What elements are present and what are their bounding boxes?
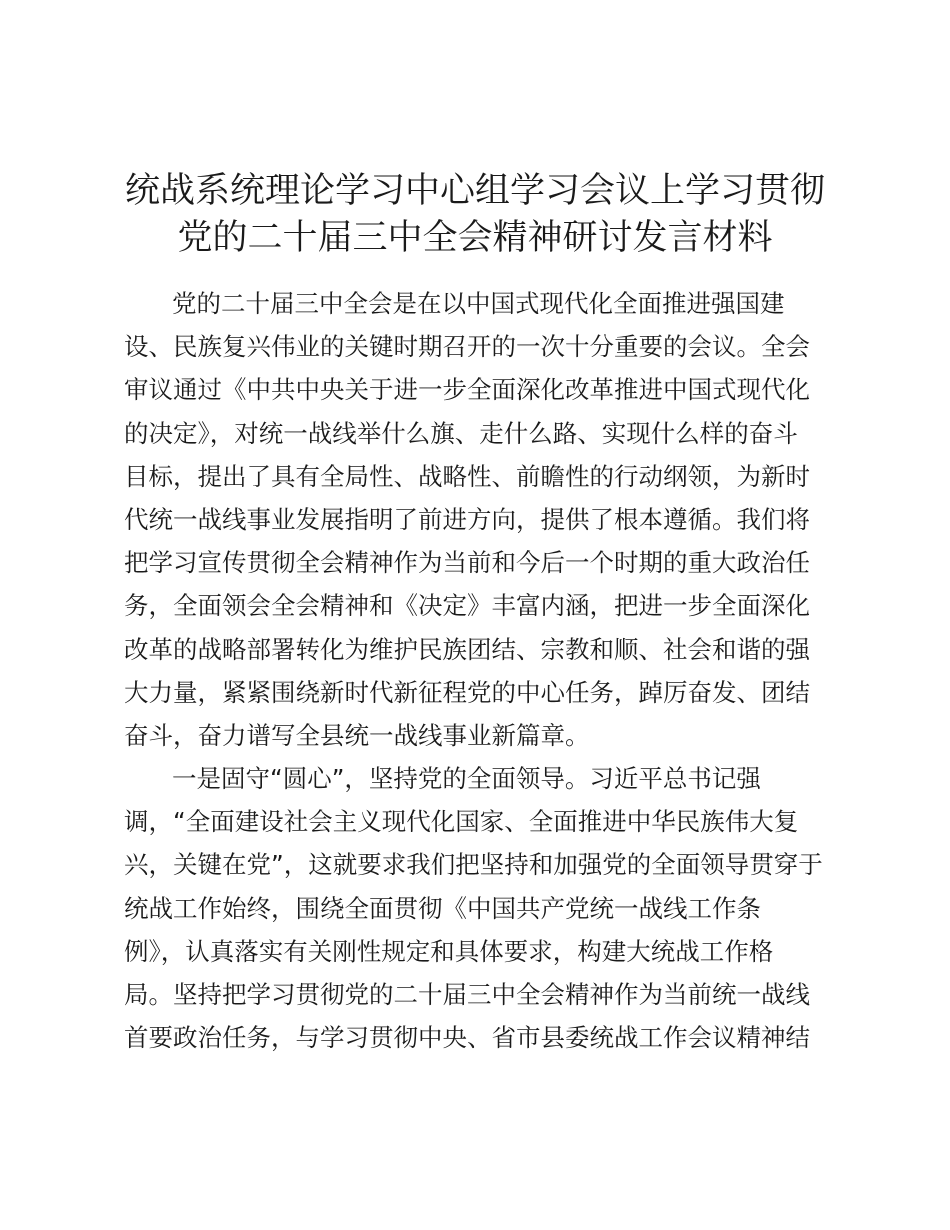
text-line: 大力量，紧紧围绕新时代新征程党的中心任务，踔厉奋发、团结 <box>124 677 810 707</box>
text-line: 的决定》，对统一战线举什么旗、走什么路、实现什么样的奋斗 <box>124 418 798 448</box>
text-line: 局。坚持把学习贯彻党的二十届三中全会精神作为当前统一战线 <box>124 980 810 1009</box>
text-line: 设、民族复兴伟业的关键时期召开的一次十分重要的会议。全会 <box>124 332 810 362</box>
title-line: 党的二十届三中全会精神研讨发言材料 <box>177 218 773 258</box>
paragraph-section-one <box>124 757 844 1059</box>
text-line: 例》，认真落实有关刚性规定和具体要求，构建大统战工作格 <box>124 936 774 966</box>
document-body <box>124 282 844 1059</box>
paragraph-intro <box>124 282 844 757</box>
text-line: 务，全面领会全会精神和《决定》丰富内涵，把进一步全面深化 <box>124 591 810 621</box>
text-line: 一是固守“圆心”，坚持党的全面领导。习近平总书记强 <box>172 764 761 794</box>
text-line: 调，“全面建设社会主义现代化国家、全面推进中华民族伟大复 <box>124 807 799 837</box>
text-line: 兴，关键在党”，这就要求我们把坚持和加强党的全面领导贯穿于 <box>124 850 823 880</box>
text-line: 改革的战略部署转化为维护民族团结、宗教和顺、社会和谐的强 <box>124 634 810 664</box>
text-line: 审议通过《中共中央关于进一步全面深化改革推进中国式现代化 <box>124 375 810 405</box>
title-line: 统战系统理论学习中心组学习会议上学习贯彻 <box>124 171 825 211</box>
text-line: 党的二十届三中全会是在以中国式现代化全面推进强国建 <box>172 289 785 318</box>
document-title <box>110 168 840 262</box>
text-line: 首要政治任务，与学习贯彻中央、省市县委统战工作会议精神结 <box>124 1023 810 1053</box>
text-line: 代统一战线事业发展指明了前进方向，提供了根本遵循。我们将 <box>124 504 810 534</box>
text-line: 奋斗，奋力谱写全县统一战线事业新篇章。 <box>124 720 590 750</box>
text-line: 把学习宣传贯彻全会精神作为当前和今后一个时期的重大政治任 <box>124 548 810 578</box>
text-line: 目标，提出了具有全局性、战略性、前瞻性的行动纲领，为新时 <box>124 461 810 491</box>
text-line: 统战工作始终，围绕全面贯彻《中国共产党统一战线工作条 <box>124 893 761 923</box>
